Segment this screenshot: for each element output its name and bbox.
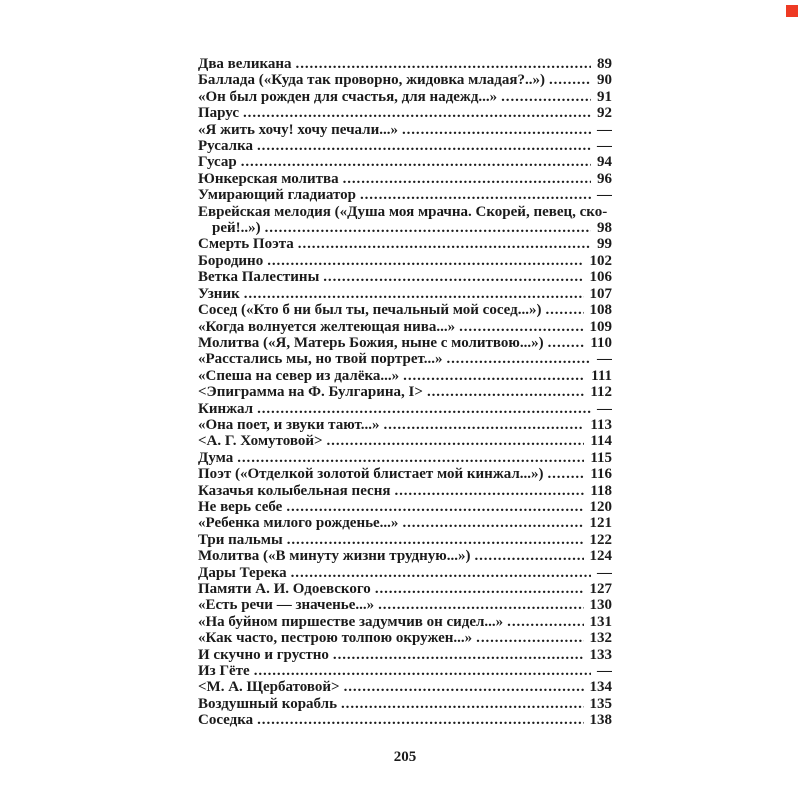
folio-page-number: 205 <box>393 749 417 765</box>
toc-row <box>198 319 612 335</box>
toc-page-number: 107 <box>589 285 612 302</box>
toc-entry-title: «Спеша на север из далёка...» <box>198 367 400 384</box>
toc-entry-title: Молитва («В минуту жизни трудную...») <box>198 548 471 565</box>
toc-page-number: 116 <box>590 466 612 483</box>
toc-row <box>198 286 612 302</box>
toc-entry-title: И скучно и грустно <box>198 646 329 663</box>
toc-row <box>198 171 612 187</box>
toc-row <box>198 466 612 482</box>
toc-leader-dots <box>545 302 583 318</box>
toc-leader-dots <box>257 712 583 728</box>
toc-entry-title: Поэт («Отделкой золотой блистает мой кинжал...») <box>198 466 544 483</box>
toc-page-number: 99 <box>597 236 612 253</box>
toc-page-number: — <box>597 400 612 417</box>
toc-entry-title: Бородино <box>198 252 264 269</box>
toc-row <box>198 138 612 154</box>
toc-leader-dots <box>291 565 591 581</box>
toc-page-number: 135 <box>589 695 612 712</box>
toc-entry-title: Казачья колыбельная песня <box>198 482 391 499</box>
toc-row <box>198 532 612 548</box>
toc-page-number: 121 <box>589 515 612 532</box>
toc-entry-title: Сосед («Кто б ни был ты, печальный мой сосед...») <box>198 302 542 319</box>
toc-row <box>198 236 612 252</box>
toc-entry-title: «Расстались мы, но твой портрет...» <box>198 351 443 368</box>
toc-row <box>198 450 612 466</box>
toc-entry-title: Кинжал <box>198 400 254 417</box>
toc-leader-dots <box>375 581 584 597</box>
toc-leader-dots <box>243 105 591 121</box>
toc-entry-title: Соседка <box>198 712 254 729</box>
toc-page-number: 98 <box>597 220 612 237</box>
toc-leader-dots <box>474 548 583 564</box>
toc-entry-title: рей!..») <box>212 220 261 237</box>
toc-row <box>198 253 612 269</box>
toc-page-number: 96 <box>597 170 612 187</box>
toc-row <box>198 679 612 695</box>
toc-entry-title: Гусар <box>198 154 237 171</box>
toc-leader-dots <box>476 630 583 646</box>
toc-leader-dots <box>267 253 583 269</box>
toc-row <box>198 204 612 220</box>
toc-leader-dots <box>549 72 591 88</box>
toc-page-number: 113 <box>590 416 612 433</box>
toc-entry-title: Баллада («Куда так проворно, жидовка младая?..») <box>198 72 545 89</box>
toc-entry-title: Еврейская мелодия («Душа моя мрачна. Скорей, певец, ско- <box>198 203 608 220</box>
toc-row <box>198 122 612 138</box>
toc-entry-title: Русалка <box>198 138 254 155</box>
toc-row <box>198 72 612 88</box>
toc-leader-dots <box>547 466 584 482</box>
toc-leader-dots <box>344 679 584 695</box>
toc-page-number: — <box>597 663 612 680</box>
toc-entry-title: <А. Г. Хомутовой> <box>198 433 323 450</box>
toc-row <box>198 89 612 105</box>
toc-row <box>198 483 612 499</box>
red-corner-marker <box>786 5 798 17</box>
toc-leader-dots <box>323 269 583 285</box>
toc-entry-title: Дары Терека <box>198 564 287 581</box>
toc-leader-dots <box>548 335 585 351</box>
toc-leader-dots <box>341 696 583 712</box>
toc-entry-title: Смерть Поэта <box>198 236 294 253</box>
toc-page-number: 111 <box>591 367 612 384</box>
toc-page-number: — <box>597 564 612 581</box>
toc-page-number: 118 <box>590 482 612 499</box>
toc-leader-dots <box>241 154 591 170</box>
toc-row <box>198 351 612 367</box>
toc-entry-title: Узник <box>198 285 240 302</box>
toc-leader-dots <box>360 187 591 203</box>
toc-leader-dots <box>287 532 584 548</box>
toc-row <box>198 614 612 630</box>
toc-row <box>198 335 612 351</box>
toc-row <box>198 548 612 564</box>
toc-page-number: 91 <box>597 88 612 105</box>
toc-page-number: 132 <box>589 630 612 647</box>
toc-row <box>198 581 612 597</box>
toc-entry-title: Юнкерская молитва <box>198 170 339 187</box>
toc-page-number: — <box>597 187 612 204</box>
toc-entry-title: «Ребенка милого рожденье...» <box>198 515 399 532</box>
toc-row <box>198 269 612 285</box>
toc-row <box>198 56 612 72</box>
toc-leader-dots <box>343 171 591 187</box>
toc-leader-dots <box>507 614 583 630</box>
toc-leader-dots <box>265 220 591 236</box>
toc-entry-title: Три пальмы <box>198 531 283 548</box>
toc-row <box>198 630 612 646</box>
toc-leader-dots <box>257 138 591 154</box>
toc-row <box>198 401 612 417</box>
toc-leader-dots <box>402 122 591 138</box>
toc-entry-title: <М. А. Щербатовой> <box>198 679 340 696</box>
toc-page-number: 122 <box>589 531 612 548</box>
toc-page-number: 90 <box>597 72 612 89</box>
toc-leader-dots <box>333 647 584 663</box>
toc-leader-dots <box>383 417 584 433</box>
toc-leader-dots <box>427 384 584 400</box>
toc-page-number: 124 <box>589 548 612 565</box>
toc-leader-dots <box>296 56 591 72</box>
toc-entry-title: Не верь себе <box>198 498 283 515</box>
toc-row <box>198 597 612 613</box>
toc-leader-dots <box>403 368 585 384</box>
toc-page-number: 108 <box>589 302 612 319</box>
toc-page-number: — <box>597 351 612 368</box>
toc-row <box>198 647 612 663</box>
toc-leader-dots <box>327 433 585 449</box>
toc-row <box>198 187 612 203</box>
toc-leader-dots <box>244 286 584 302</box>
toc-entry-title: Ветка Палестины <box>198 269 320 286</box>
table-of-contents <box>198 56 612 729</box>
toc-row <box>198 712 612 728</box>
toc-page-number: 134 <box>589 679 612 696</box>
toc-row <box>198 105 612 121</box>
toc-entry-title: Из Гёте <box>198 663 250 680</box>
toc-row <box>198 384 612 400</box>
toc-entry-title: «Как часто, пестрою толпою окружен...» <box>198 630 473 647</box>
toc-page-number: 109 <box>589 318 612 335</box>
toc-entry-title: «Он был рожден для счастья, для надежд...» <box>198 88 498 105</box>
toc-page-number: 106 <box>589 269 612 286</box>
toc-page-number: 115 <box>590 449 612 466</box>
toc-page-number: 138 <box>589 712 612 729</box>
toc-row <box>198 433 612 449</box>
toc-page-number: 133 <box>589 646 612 663</box>
toc-leader-dots <box>237 450 584 466</box>
toc-entry-title: Воздушный корабль <box>198 695 338 712</box>
toc-entry-title: Памяти А. И. Одоевского <box>198 581 371 597</box>
toc-row <box>198 499 612 515</box>
toc-row <box>198 417 612 433</box>
toc-page-number: 92 <box>597 105 612 122</box>
toc-page-number: 120 <box>589 498 612 515</box>
toc-entry-title: «Когда волнуется желтеющая нива...» <box>198 318 456 335</box>
toc-entry-title: Умирающий гладиатор <box>198 187 356 204</box>
toc-leader-dots <box>286 499 583 515</box>
toc-leader-dots <box>446 351 591 367</box>
toc-leader-dots <box>254 663 591 679</box>
toc-row <box>198 154 612 170</box>
toc-row <box>198 368 612 384</box>
toc-leader-dots <box>394 483 584 499</box>
toc-leader-dots <box>298 236 591 252</box>
toc-page-number: 114 <box>590 433 612 450</box>
toc-page-number: — <box>597 121 612 138</box>
toc-entry-title: «Я жить хочу! хочу печали...» <box>198 121 398 138</box>
toc-entry-title: Дума <box>198 449 234 466</box>
toc-page-number: 102 <box>589 252 612 269</box>
toc-leader-dots <box>402 515 583 531</box>
toc-entry-title: Два великана <box>198 56 292 72</box>
toc-leader-dots <box>257 401 591 417</box>
toc-leader-dots <box>501 89 591 105</box>
toc-page-number: 127 <box>589 581 612 597</box>
toc-entry-title: Молитва («Я, Матерь Божия, ныне с молитвою...») <box>198 334 544 351</box>
toc-row <box>198 515 612 531</box>
toc-page-number: 110 <box>590 334 612 351</box>
toc-row <box>198 302 612 318</box>
toc-entry-title: «На буйном пиршестве задумчив он сидел...» <box>198 613 504 630</box>
toc-row <box>198 220 612 236</box>
toc-row <box>198 663 612 679</box>
toc-page-number: 131 <box>589 613 612 630</box>
toc-leader-dots <box>378 597 583 613</box>
toc-page-number: 112 <box>590 384 612 401</box>
toc-page-number: 89 <box>597 56 612 72</box>
toc-page-number: 94 <box>597 154 612 171</box>
toc-page-number: — <box>597 138 612 155</box>
toc-entry-title: «Она поет, и звуки тают...» <box>198 416 380 433</box>
toc-leader-dots <box>459 319 583 335</box>
toc-row <box>198 565 612 581</box>
toc-entry-title: Парус <box>198 105 240 122</box>
toc-row <box>198 696 612 712</box>
toc-entry-title: <Эпиграмма на Ф. Булгарина, I> <box>198 384 423 401</box>
toc-page-number: 130 <box>589 597 612 614</box>
toc-entry-title: «Есть речи — значенье...» <box>198 597 375 614</box>
